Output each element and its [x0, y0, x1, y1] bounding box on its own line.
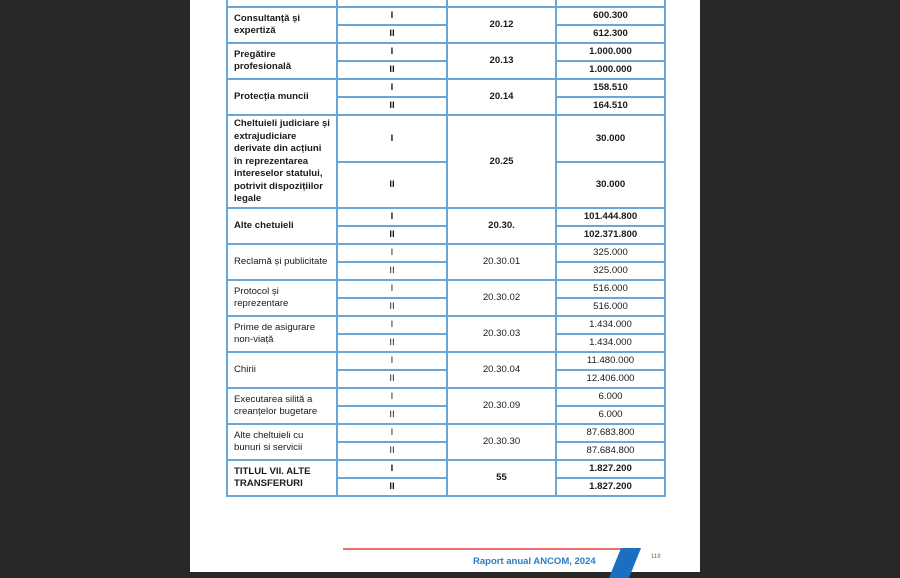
code-cell: 20.12 — [447, 7, 556, 43]
code-cell: 20.30. — [447, 208, 556, 244]
table-row — [227, 424, 665, 442]
code-cell: 20.30.01 — [447, 244, 556, 280]
value-cell: 325.000 — [556, 244, 665, 262]
level-cell: II — [337, 370, 447, 388]
table-row — [227, 460, 665, 478]
item-name: Reclamă și publicitate — [227, 244, 337, 280]
value-cell: 158.510 — [556, 79, 665, 97]
level-cell: II — [337, 298, 447, 316]
code-cell: 20.13 — [447, 43, 556, 79]
item-name: Protocol și reprezentare — [227, 280, 337, 316]
code-cell: 20.14 — [447, 79, 556, 115]
item-name: Executarea silită a creanțelor bugetare — [227, 388, 337, 424]
value-cell: 11.480.000 — [556, 352, 665, 370]
table-row — [227, 79, 665, 97]
item-name: Prime de asigurare non-viață — [227, 316, 337, 352]
code-cell: 20.30.03 — [447, 316, 556, 352]
value-cell: 1.827.200 — [556, 478, 665, 496]
table-row — [227, 115, 665, 162]
level-cell: I — [337, 316, 447, 334]
code-cell: 20.30.04 — [447, 352, 556, 388]
level-cell: I — [337, 424, 447, 442]
level-cell: II — [337, 262, 447, 280]
item-name: Consultanță și expertiză — [227, 7, 337, 43]
table-row — [227, 7, 665, 25]
table-row — [227, 208, 665, 226]
value-cell: 87.684.800 — [556, 442, 665, 460]
document-page — [190, 0, 700, 572]
value-cell: 516.000 — [556, 298, 665, 316]
value-cell: 516.000 — [556, 280, 665, 298]
level-cell: I — [337, 208, 447, 226]
value-cell: 12.406.000 — [556, 370, 665, 388]
level-cell: I — [337, 280, 447, 298]
level-cell: I — [337, 352, 447, 370]
level-cell: II — [337, 334, 447, 352]
code-cell: 20.30.09 — [447, 388, 556, 424]
code-cell: 20.30.02 — [447, 280, 556, 316]
level-cell: I — [337, 388, 447, 406]
table-row — [227, 0, 665, 7]
page-number: 119 — [651, 554, 661, 560]
footer-slash-graphic — [609, 548, 641, 578]
value-cell: 87.683.800 — [556, 424, 665, 442]
value-cell: 6.000 — [556, 406, 665, 424]
level-cell: II — [337, 478, 447, 496]
table-row — [227, 352, 665, 370]
item-name: TITLUL VII. ALTE TRANSFERURI — [227, 460, 337, 496]
value-cell: 612.300 — [556, 25, 665, 43]
value-cell: 30.000 — [556, 115, 665, 162]
value-cell: 102.371.800 — [556, 226, 665, 244]
item-name: Chirii — [227, 352, 337, 388]
value-cell: 1.000.000 — [556, 43, 665, 61]
item-name: Pregătire profesională — [227, 43, 337, 79]
table-row — [227, 280, 665, 298]
level-cell: I — [337, 115, 447, 162]
table-row — [227, 244, 665, 262]
item-name: Alte chetuieli — [227, 208, 337, 244]
value-cell: 1.434.000 — [556, 334, 665, 352]
footer-title: Raport anual ANCOM, 2024 — [473, 556, 596, 567]
level-cell: II — [337, 25, 447, 43]
value-cell: 30.000 — [556, 162, 665, 208]
item-name: Cheltuieli judiciare și extrajudiciare derivate din acțiuni în reprezentarea intereselor statului, potrivit dispozițiilor legale — [227, 115, 337, 208]
level-cell: II — [337, 406, 447, 424]
level-cell: II — [337, 61, 447, 79]
item-name: Alte cheltuieli cu bunuri si servicii — [227, 424, 337, 460]
level-cell: II — [337, 442, 447, 460]
value-cell: 6.000 — [556, 388, 665, 406]
value-cell: 1.434.000 — [556, 316, 665, 334]
value-cell: 1.827.200 — [556, 460, 665, 478]
level-cell: I — [337, 460, 447, 478]
item-name: Protecția muncii — [227, 79, 337, 115]
table-row — [227, 388, 665, 406]
table-row — [227, 316, 665, 334]
level-cell: I — [337, 7, 447, 25]
code-cell: 20.30.30 — [447, 424, 556, 460]
value-cell: 1.000.000 — [556, 61, 665, 79]
level-cell: II — [337, 162, 447, 208]
level-cell: II — [337, 226, 447, 244]
level-cell: I — [337, 79, 447, 97]
footer-divider — [343, 548, 639, 550]
table-row — [227, 43, 665, 61]
level-cell: II — [337, 97, 447, 115]
level-cell: I — [337, 244, 447, 262]
code-cell: 55 — [447, 460, 556, 496]
budget-table — [226, 0, 666, 497]
value-cell: 325.000 — [556, 262, 665, 280]
value-cell: 600.300 — [556, 7, 665, 25]
item-name — [227, 0, 337, 7]
value-cell: 164.510 — [556, 97, 665, 115]
level-cell: I — [337, 43, 447, 61]
value-cell: 101.444.800 — [556, 208, 665, 226]
code-cell — [447, 0, 556, 7]
code-cell: 20.25 — [447, 115, 556, 208]
level-cell — [337, 0, 447, 7]
value-cell — [556, 0, 665, 7]
